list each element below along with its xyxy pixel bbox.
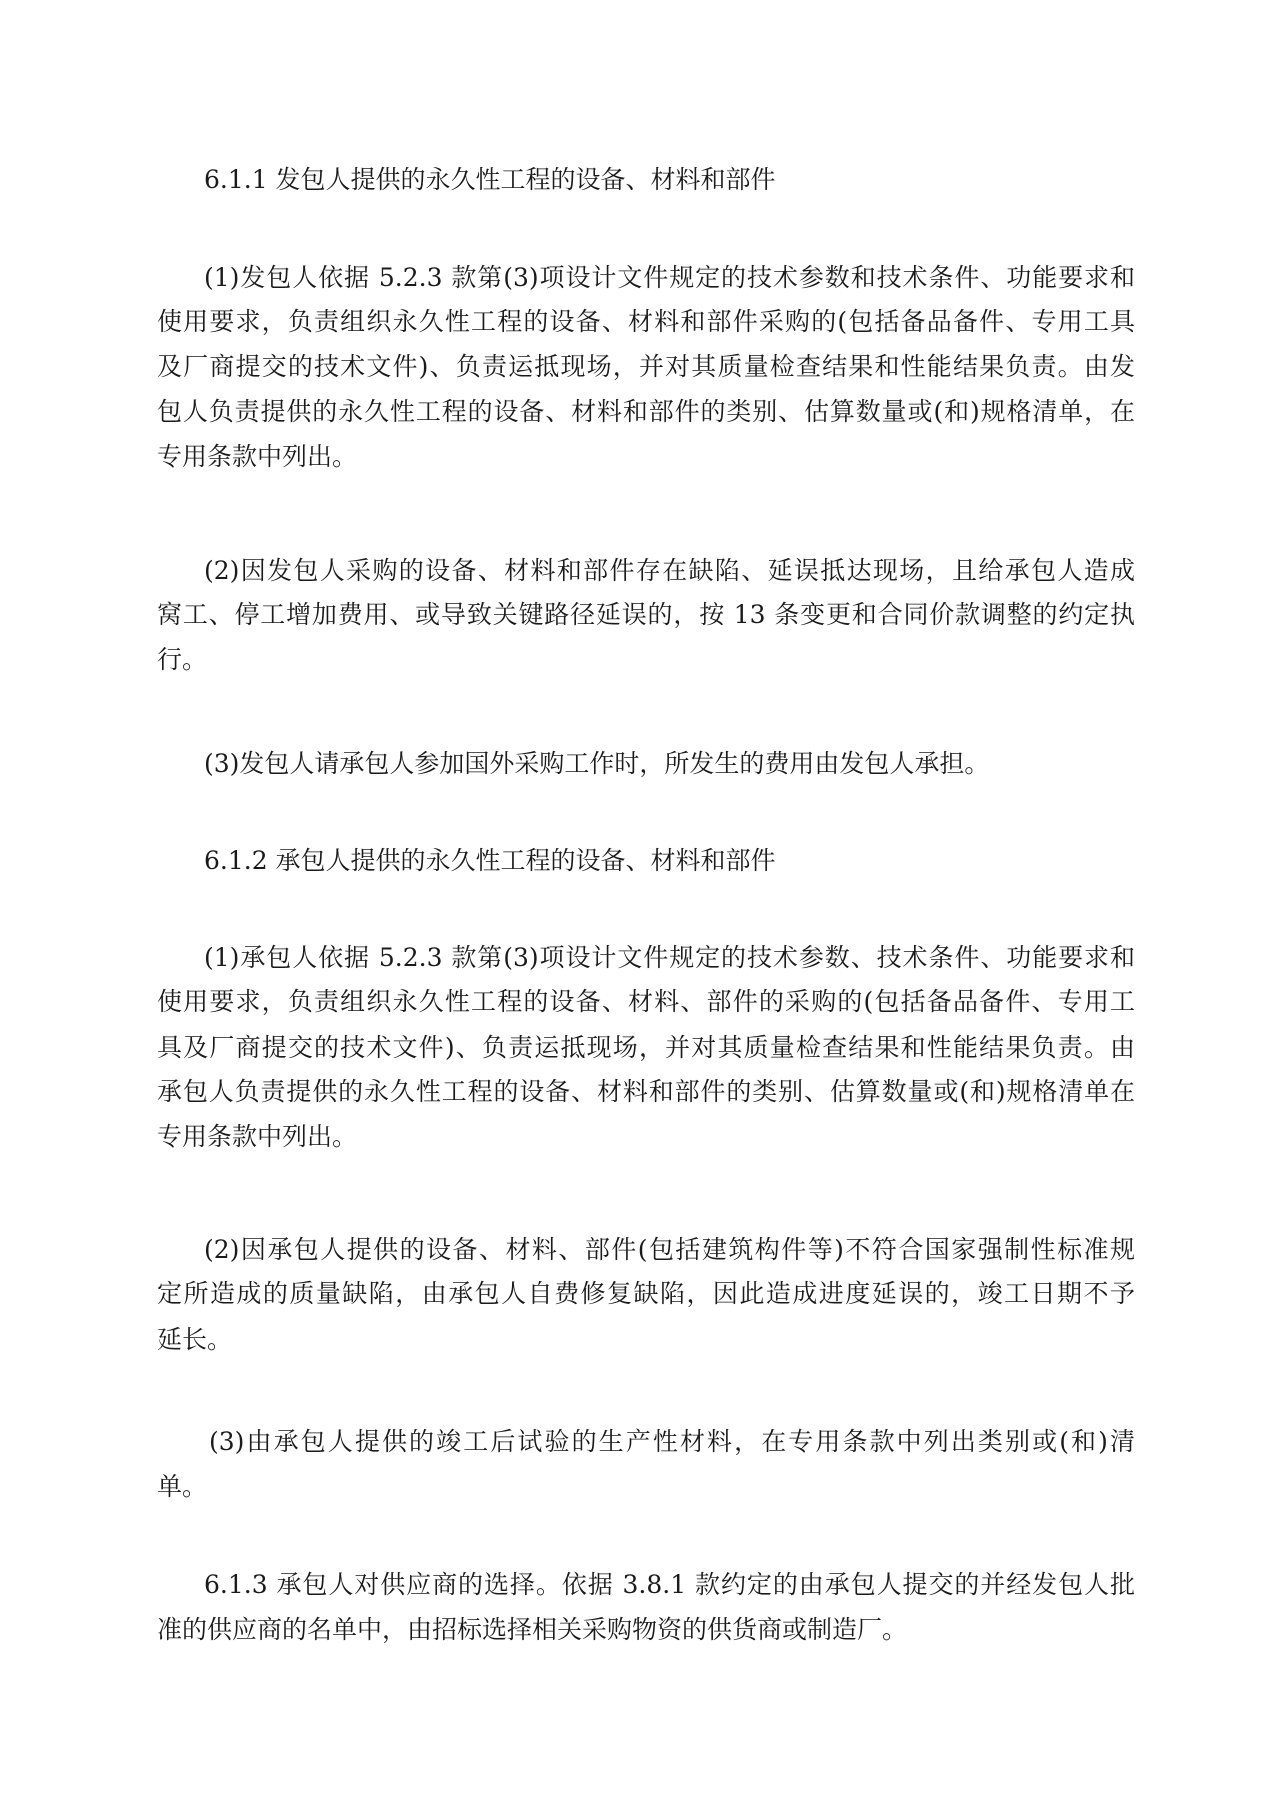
paragraph-line: 定所造成的质量缺陷，由承包人自费修复缺陷，因此造成进度延误的，竣工日期不予 [157, 1279, 1135, 1308]
paragraph-line: (3)由承包人提供的竣工后试验的生产性材料，在专用条款中列出类别或(和)清 [209, 1427, 1135, 1456]
paragraph-line: 包人负责提供的永久性工程的设备、材料和部件的类别、估算数量或(和)规格清单，在 [157, 397, 1135, 426]
paragraph-line: 专用条款中列出。 [157, 1122, 358, 1151]
paragraph-line: (1)发包人依据 5.2.3 款第(3)项设计文件规定的技术参数和技术条件、功能要求和 [204, 263, 1135, 292]
paragraph-line: 使用要求，负责组织永久性工程的设备、材料、部件的采购的(包括备品备件、专用工 [157, 987, 1135, 1016]
paragraph-line: 窝工、停工增加费用、或导致关键路径延误的，按 13 条变更和合同价款调整的约定执 [157, 600, 1135, 629]
paragraph-line: 专用条款中列出。 [157, 442, 358, 471]
section-heading-6-1-1: 6.1.1 发包人提供的永久性工程的设备、材料和部件 [204, 165, 776, 194]
paragraph-line: 使用要求，负责组织永久性工程的设备、材料和部件采购的(包括备品备件、专用工具 [157, 307, 1135, 336]
paragraph-line: (2)因承包人提供的设备、材料、部件(包括建筑构件等)不符合国家强制性标准规 [204, 1235, 1135, 1264]
paragraph-line: 具及厂商提交的技术文件)、负责运抵现场，并对其质量检查结果和性能结果负责。由 [157, 1033, 1135, 1062]
paragraph-line: 单。 [157, 1472, 208, 1501]
paragraph-line: (2)因发包人采购的设备、材料和部件存在缺陷、延误抵达现场，且给承包人造成 [204, 556, 1135, 585]
paragraph-line: 准的供应商的名单中，由招标选择相关采购物资的供货商或制造厂。 [157, 1615, 908, 1644]
section-heading-6-1-2: 6.1.2 承包人提供的永久性工程的设备、材料和部件 [204, 846, 776, 875]
paragraph-line: 承包人负责提供的永久性工程的设备、材料和部件的类别、估算数量或(和)规格清单在 [157, 1077, 1135, 1106]
paragraph-line: 6.1.3 承包人对供应商的选择。依据 3.8.1 款约定的由承包人提交的并经发包人批 [204, 1570, 1135, 1599]
paragraph-line: 及厂商提交的技术文件)、负责运抵现场，并对其质量检查结果和性能结果负责。由发 [157, 352, 1135, 381]
paragraph-line: (1)承包人依据 5.2.3 款第(3)项设计文件规定的技术参数、技术条件、功能要求和 [204, 943, 1135, 972]
paragraph-line: (3)发包人请承包人参加国外采购工作时，所发生的费用由发包人承担。 [204, 749, 990, 778]
paragraph-line: 行。 [157, 645, 208, 674]
paragraph-line: 延长。 [157, 1325, 233, 1354]
